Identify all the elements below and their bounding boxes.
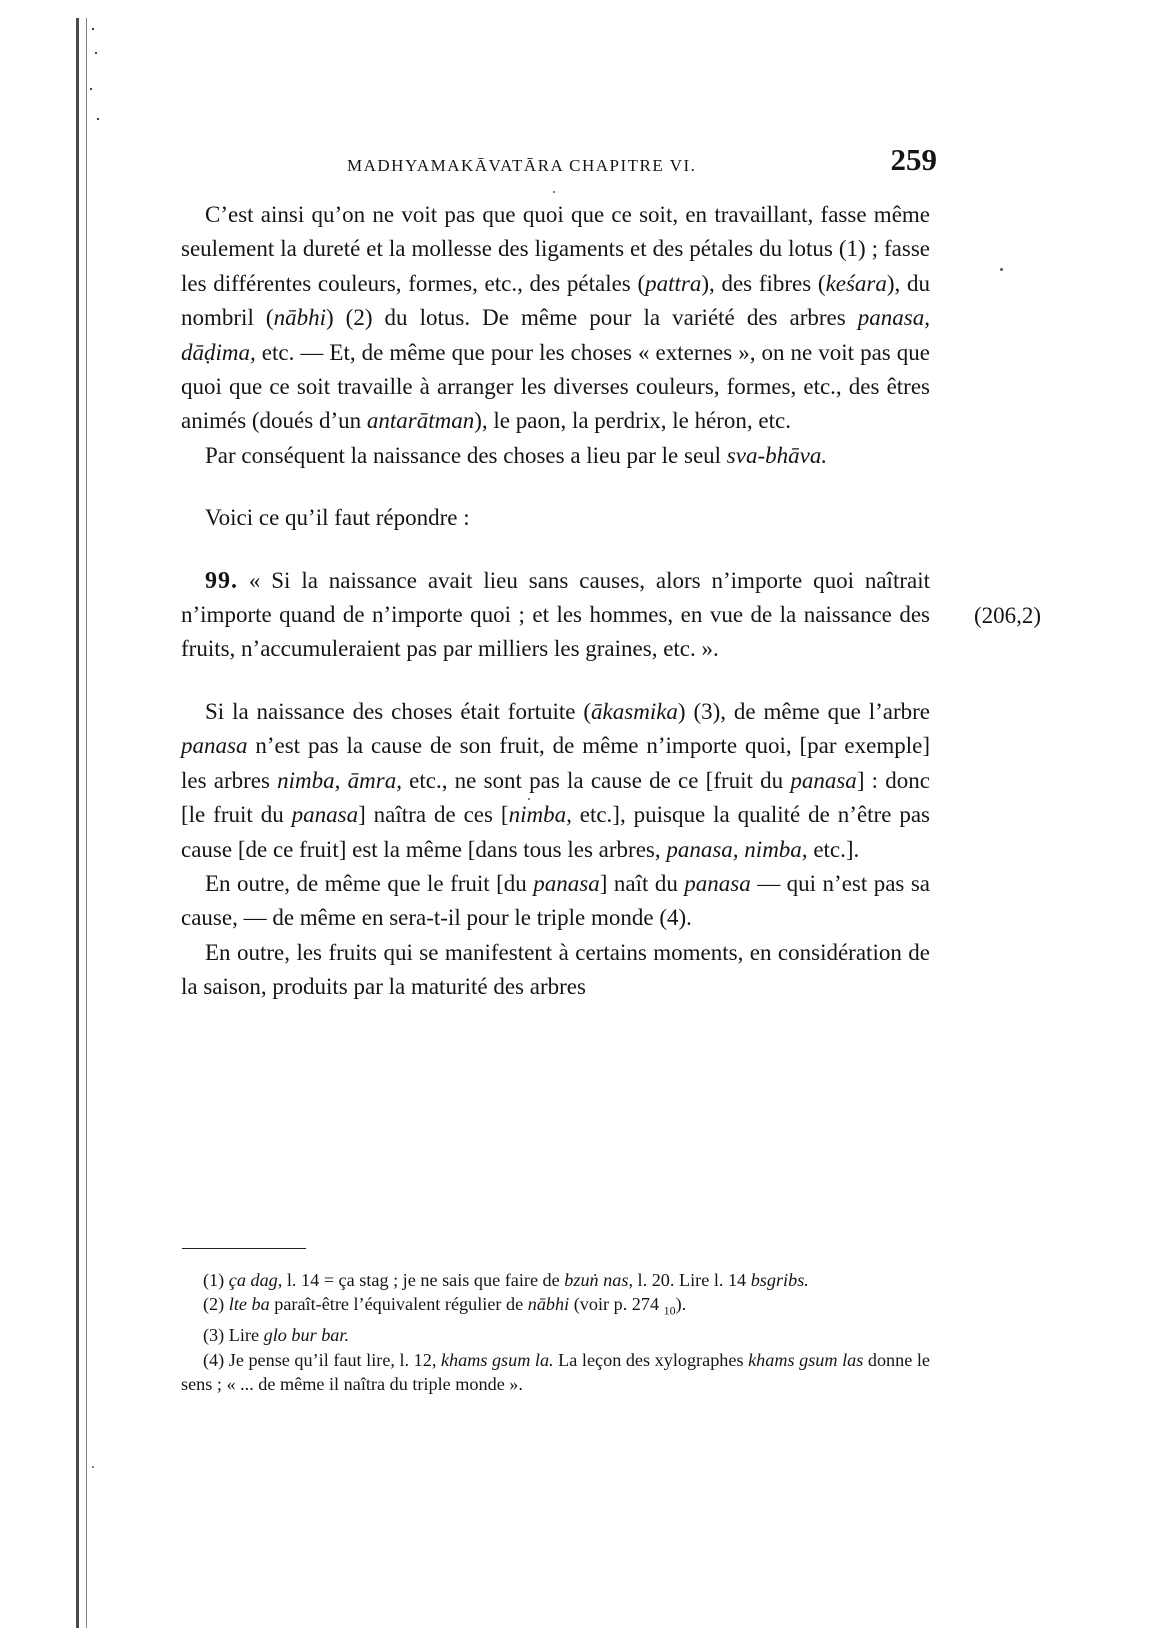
italic-term: panasa <box>291 802 359 828</box>
paragraph-svabhava <box>181 439 930 473</box>
footnote-4 <box>181 1348 930 1397</box>
text-run: l. 20. Lire l. 14 <box>633 1270 751 1290</box>
text-run: n’est pas la cause de son fruit, de même n’importe quoi, [par exemple] les arbres <box>181 733 930 793</box>
page-header <box>347 142 937 182</box>
italic-term: panasa <box>533 870 600 896</box>
italic-term: panasa, nimba, <box>666 836 808 862</box>
text-run: En outre, les fruits qui se manifestent à certains moments, en considération de la saison, produits par la maturité des arbres <box>181 939 930 1000</box>
italic-term: nābhi <box>527 1294 570 1315</box>
italic-term: panasa <box>790 767 857 793</box>
italic-term: lte ba <box>228 1294 270 1315</box>
footnotes <box>181 1268 930 1397</box>
italic-term: glo bur bar. <box>263 1325 349 1346</box>
italic-term: keśara <box>825 270 887 296</box>
paragraph-fortuite <box>181 695 930 867</box>
paper-speck <box>553 191 555 193</box>
italic-term: panasa, dāḍima, <box>181 305 930 365</box>
verse-text <box>181 568 930 662</box>
text-run: ), des fibres ( <box>701 270 826 296</box>
italic-term: bzuṅ nas, <box>564 1270 633 1290</box>
text-run: etc.]. <box>807 836 860 862</box>
margin-reference: (206,2) <box>974 603 1042 628</box>
text-run: « Si la naissance avait lieu sans causes, alors n’importe quoi naîtrait n’importe quand de n’importe quoi ; et les hommes, en vue de la naissance des fruits, n’accumuleraient pas par milliers les graines, etc. ». <box>181 567 930 662</box>
binding-speck <box>97 118 99 120</box>
text-run: Si la naissance des choses était fortuite ( <box>205 698 592 724</box>
paragraph-reply: Voici ce qu’il faut répondre : <box>205 505 470 531</box>
text-run: ). <box>675 1294 687 1315</box>
text-run: ] naît du <box>599 870 685 896</box>
text-run: (4) Je pense qu’il faut lire, l. 12, <box>203 1349 441 1370</box>
binding-speck <box>90 88 92 90</box>
paragraph-fruits <box>181 936 930 1005</box>
text-run: C’est ainsi qu’on ne voit pas que quoi que ce soit, en travaillant, fasse même seulement la dureté et la mollesse des ligaments et des pétales du lotus (1) ; fasse les différentes couleurs, formes, etc., des pétales ( <box>181 202 930 296</box>
text-run: ) (2) du lotus. De même pour la variété des arbres <box>325 305 858 331</box>
text-run: l. 14 = ça stag ; je ne sais que faire de <box>282 1270 565 1290</box>
verse-99 <box>181 564 930 667</box>
text-run: ] naîtra de ces [ <box>358 802 509 828</box>
footnote-rule <box>182 1248 306 1249</box>
footnote-3 <box>181 1323 930 1347</box>
text-run: ] : donc [le fruit du <box>181 767 930 828</box>
italic-term: bsgribs. <box>750 1270 809 1290</box>
binding-speck <box>92 28 94 30</box>
text-run: (2) <box>203 1294 229 1315</box>
italic-term: nimba, <box>508 802 572 828</box>
italic-term: ākasmika <box>591 698 678 724</box>
paragraph-triple-monde <box>181 867 930 936</box>
paper-speck <box>1000 268 1003 271</box>
page-number: 259 <box>890 142 937 177</box>
subscript: 10 <box>663 1304 676 1319</box>
main-text <box>181 198 930 1005</box>
text-run: etc.], puisque la qualité de n’être pas cause [de ce fruit] est la même [dans tous les arbres, <box>181 802 930 862</box>
italic-term: nābhi <box>273 305 326 331</box>
paper-speck <box>92 1466 94 1468</box>
text-run: donne le sens ; « ... de même il naîtra du triple monde ». <box>181 1349 930 1395</box>
italic-term: nimba, āmra, <box>277 767 402 793</box>
paragraph-gap <box>181 667 930 695</box>
footnote-1 <box>181 1268 930 1292</box>
text-run: La leçon des xylographes <box>553 1349 749 1370</box>
text-run: etc. — Et, de même que pour les choses « externes », on ne voit pas que quoi que ce soit travaille à arranger les diverses couleurs, formes, etc., des êtres animés (doués d’un <box>181 339 930 434</box>
binding-speck <box>95 52 97 54</box>
paragraph-gap <box>181 473 930 501</box>
italic-term: khams gsum la. <box>440 1349 554 1370</box>
paragraph-gap <box>181 536 930 564</box>
text-run: (voir p. 274 <box>569 1294 664 1315</box>
footnote-2 <box>181 1292 930 1323</box>
text-run: (3) Lire <box>203 1325 264 1346</box>
page-binding-edge <box>76 18 87 1628</box>
verse-number: 99. <box>205 567 238 594</box>
text-run: ), le paon, la perdrix, le héron, etc. <box>474 408 791 434</box>
text-run: Par conséquent la naissance des choses a lieu par le seul <box>205 442 727 468</box>
text-run: — qui n’est pas sa cause, — de même en sera-t-il pour le triple monde (4). <box>181 870 931 931</box>
italic-term: panasa <box>181 733 248 759</box>
italic-term: pattra <box>645 270 702 296</box>
italic-term: antarātman <box>366 408 475 434</box>
text-run: En outre, de même que le fruit [du <box>205 870 534 896</box>
paragraph-lotus <box>181 198 930 439</box>
text-run: paraît-être l’équivalent régulier de <box>269 1294 528 1315</box>
italic-term: sva-bhāva. <box>726 442 828 468</box>
text-run: (1) <box>203 1270 229 1290</box>
running-title: MADHYAMAKĀVATĀRA CHAPITRE VI. <box>347 156 697 175</box>
italic-term: ça dag, <box>228 1270 283 1290</box>
text-run: etc., ne sont pas la cause de ce [fruit du <box>401 767 791 793</box>
italic-term: khams gsum las <box>748 1349 864 1370</box>
text-run: ) (3), de même que l’arbre <box>677 698 930 724</box>
italic-term: panasa <box>684 870 751 896</box>
text-run: ), du nombril ( <box>181 270 930 331</box>
